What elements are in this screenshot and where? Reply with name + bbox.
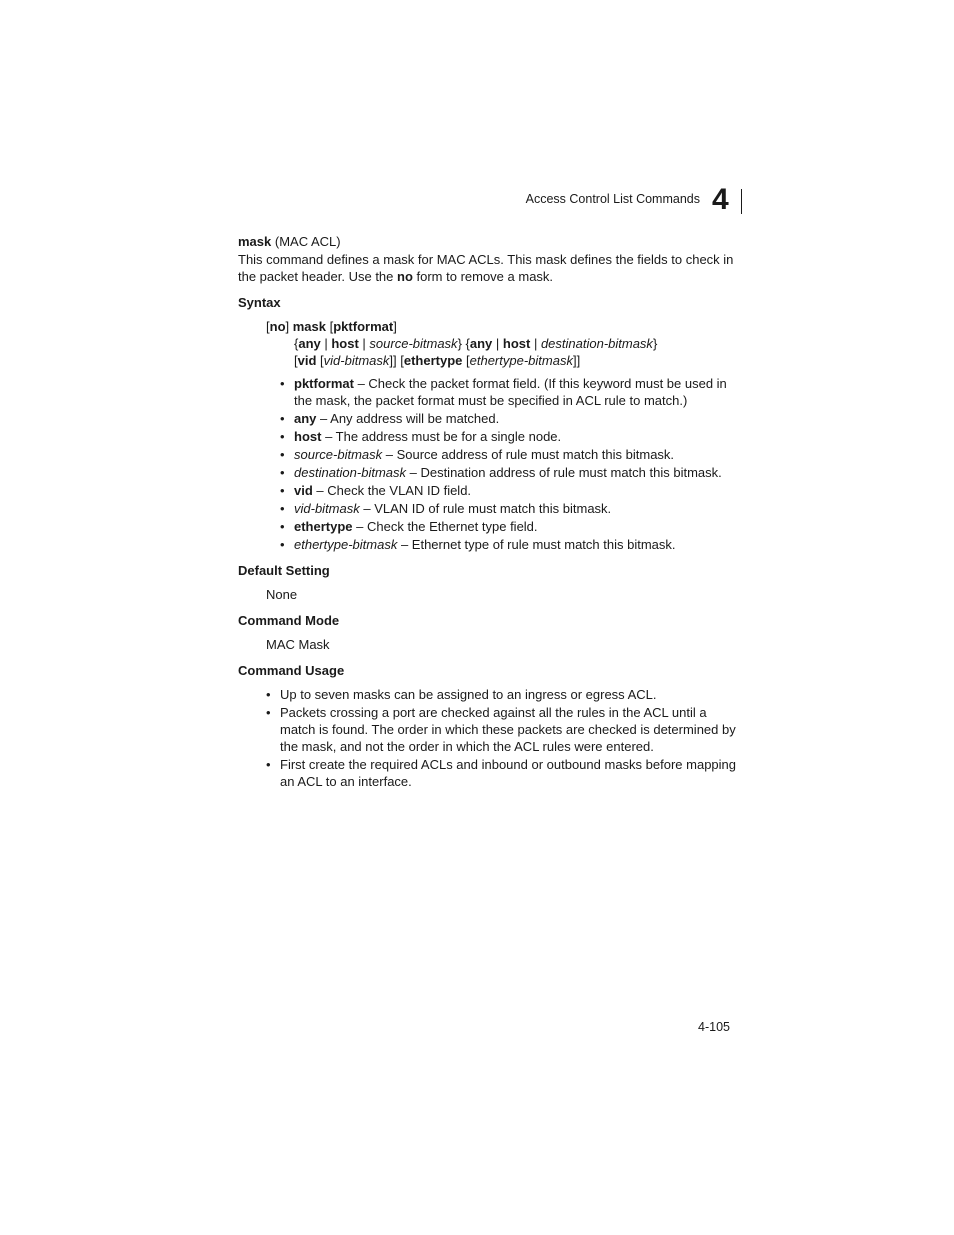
- list-item: • host – The address must be for a single node.: [280, 429, 562, 444]
- parameter-list: [280, 375, 738, 553]
- list-item: • any – Any address will be matched.: [280, 411, 500, 426]
- list-item: • Packets crossing a port are checked against all the rules in the ACL until a match is found. The order in which these packets are checked is determined by the mask, and not the order in which the ACL rules were entered.: [266, 705, 736, 754]
- command-usage-heading: Command Usage: [238, 663, 345, 678]
- list-item: • pktformat – Check the packet format field. (If this keyword must be used in the mask, the packet format must be specified in ACL rule to match.): [280, 376, 727, 408]
- command-mode-value: MAC Mask: [266, 637, 330, 652]
- list-item: • destination-bitmask – Destination address of rule must match this bitmask.: [280, 465, 722, 480]
- list-item: • source-bitmask – Source address of rule must match this bitmask.: [280, 447, 675, 462]
- command-mode-heading: Command Mode: [238, 613, 340, 628]
- chapter-divider: [741, 189, 742, 214]
- list-item: • First create the required ACLs and inbound or outbound masks before mapping an ACL to an interface.: [266, 757, 736, 789]
- syntax-line: [no] mask [pktformat]: [266, 319, 397, 334]
- command-context: (MAC ACL): [271, 234, 341, 249]
- default-setting-heading: Default Setting: [238, 563, 330, 578]
- list-item: • vid-bitmask – VLAN ID of rule must match this bitmask.: [280, 501, 612, 516]
- syntax-heading: Syntax: [238, 295, 281, 310]
- syntax-line: [vid [vid-bitmask]] [ethertype [ethertype-bitmask]]: [294, 353, 581, 368]
- default-setting-value: None: [266, 587, 298, 602]
- usage-list: [266, 686, 738, 790]
- chapter-number: 4: [712, 183, 729, 216]
- list-item: • vid – Check the VLAN ID field.: [280, 483, 472, 498]
- page-number: 4-105: [698, 1020, 730, 1034]
- list-item: • Up to seven masks can be assigned to an ingress or egress ACL.: [266, 687, 657, 702]
- command-title: [238, 233, 738, 250]
- syntax-line: {any | host | source-bitmask} {any | host | destination-bitmask}: [294, 336, 658, 351]
- command-name: mask: [238, 234, 272, 249]
- syntax-block: [266, 318, 738, 369]
- main-content: [238, 233, 738, 791]
- command-description: This command defines a mask for MAC ACLs. This mask defines the fields to check in the packet header. Use the no form to remove a mask.: [238, 252, 734, 284]
- list-item: • ethertype-bitmask – Ethernet type of rule must match this bitmask.: [280, 537, 676, 552]
- running-header: Access Control List Commands: [525, 192, 700, 206]
- list-item: • ethertype – Check the Ethernet type field.: [280, 519, 538, 534]
